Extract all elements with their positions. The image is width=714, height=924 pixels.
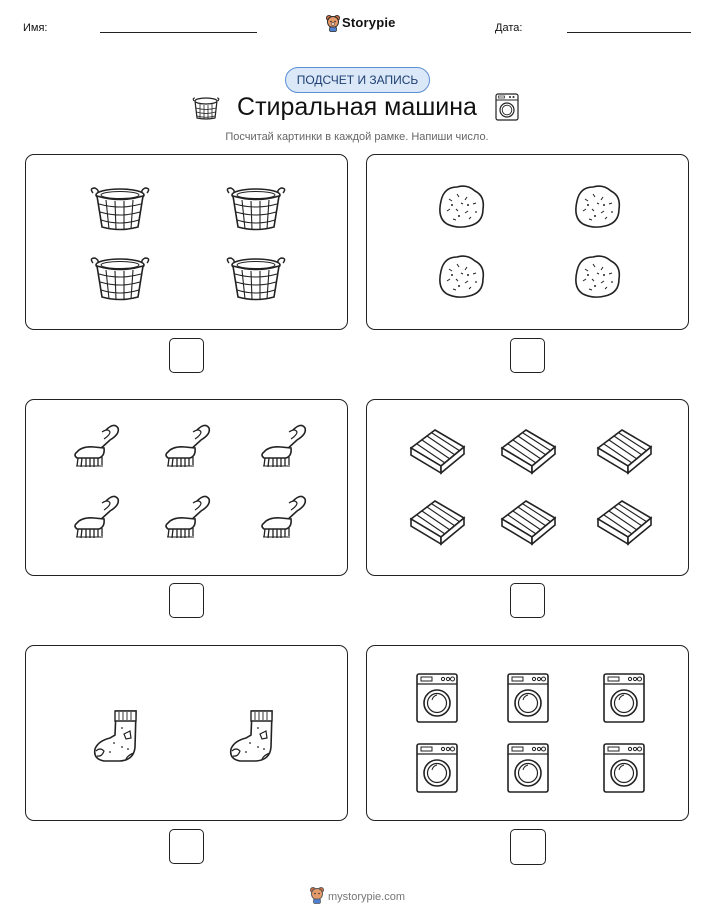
washboard-icon <box>589 488 659 558</box>
page-title: Стиральная машина <box>237 93 477 121</box>
washing-machine-icon <box>589 663 659 733</box>
washboard-icon <box>493 488 563 558</box>
washing-machine-icon <box>402 733 472 803</box>
laundry-basket-icon <box>85 172 155 242</box>
sponge-icon <box>562 242 632 312</box>
bear-mascot-icon <box>309 886 325 904</box>
laundry-basket-icon <box>221 172 291 242</box>
scrub-brush-icon <box>152 417 222 487</box>
sock-icon <box>221 702 291 772</box>
washing-machine-icon <box>589 733 659 803</box>
washing-machine-icon <box>402 663 472 733</box>
washboard-icon <box>402 488 472 558</box>
section-badge: ПОДСЧЕТ И ЗАПИСЬ <box>285 67 430 93</box>
scrub-brush-icon <box>248 417 318 487</box>
laundry-basket-icon <box>221 242 291 312</box>
sock-icon <box>85 702 155 772</box>
brand-name: Storypie <box>342 15 396 30</box>
washing-machine-icon <box>493 733 563 803</box>
footer <box>0 886 714 904</box>
scrub-brush-icon <box>61 417 131 487</box>
washing-machine-icon <box>493 663 563 733</box>
footer-site: mystorypie.com <box>327 891 406 903</box>
instructions: Посчитай картинки в каждой рамке. Напиши число. <box>225 131 489 143</box>
washboard-icon <box>402 417 472 487</box>
washboard-icon <box>589 417 659 487</box>
washboard-icon <box>493 417 563 487</box>
sponge-icon <box>562 172 632 242</box>
sponge-icon <box>426 172 496 242</box>
scrub-brush-icon <box>152 488 222 558</box>
scrub-brush-icon <box>61 488 131 558</box>
scrub-brush-icon <box>248 488 318 558</box>
date-label: Дата: <box>495 22 523 34</box>
sponge-icon <box>426 242 496 312</box>
name-label: Имя: <box>23 22 48 34</box>
laundry-basket-icon <box>85 242 155 312</box>
